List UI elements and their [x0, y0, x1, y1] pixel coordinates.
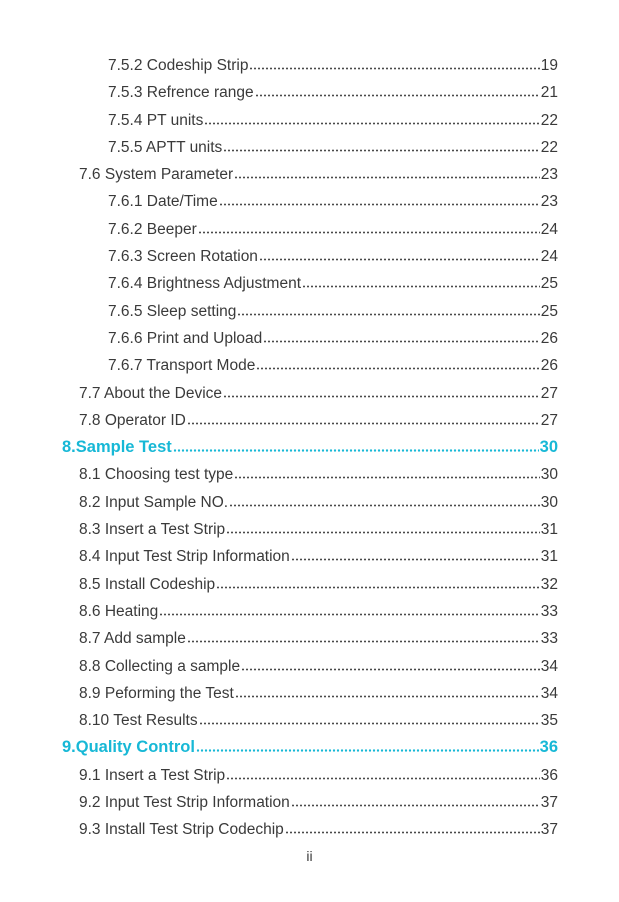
- toc-entry[interactable]: [0, 52, 619, 79]
- toc-entry[interactable]: [0, 188, 619, 215]
- toc-entry[interactable]: [0, 325, 619, 352]
- dot-leader: [226, 770, 540, 780]
- toc-entry-label: 7.6.1 Date/Time: [108, 193, 218, 211]
- dot-leader: [216, 579, 540, 589]
- toc-entry[interactable]: [0, 216, 619, 243]
- toc-entry-label: 8.4 Input Test Strip Information: [79, 548, 290, 566]
- toc-entry-label: 9.Quality Control: [62, 738, 195, 757]
- toc-entry-label: 8.7 Add sample: [79, 630, 186, 648]
- toc-entry[interactable]: [0, 625, 619, 652]
- toc-entry[interactable]: [0, 461, 619, 488]
- toc-entry-label: 7.5.4 PT units: [108, 111, 204, 129]
- toc-entry[interactable]: [0, 653, 619, 680]
- toc-entry-page: 25: [540, 302, 558, 320]
- toc-entry[interactable]: [0, 161, 619, 188]
- toc-entry[interactable]: [0, 707, 619, 734]
- toc-entry-page: 30: [540, 466, 558, 484]
- toc-entry-label: 7.5.3 Refrence range: [108, 84, 254, 102]
- toc-entry[interactable]: [0, 107, 619, 134]
- toc-entry-page: 32: [540, 575, 558, 593]
- dot-leader: [204, 115, 539, 125]
- dot-leader: [235, 688, 540, 698]
- toc-entry-page: 26: [540, 329, 558, 347]
- toc-entry-page: 26: [540, 357, 558, 375]
- toc-entry-label: 7.6 System Parameter: [79, 166, 234, 184]
- dot-leader: [241, 661, 540, 671]
- toc-entry-page: 21: [540, 84, 558, 102]
- toc-entry-page: 35: [540, 712, 558, 730]
- toc-entry-page: 31: [540, 521, 558, 539]
- toc-entry-page: 33: [540, 602, 558, 620]
- toc-entry-page: 22: [540, 111, 558, 129]
- toc-entry-label: 7.6.3 Screen Rotation: [108, 248, 258, 266]
- toc-entry-page: 19: [540, 57, 558, 74]
- toc-entry-page: 22: [540, 138, 558, 156]
- toc-entry[interactable]: [0, 489, 619, 516]
- toc-entry[interactable]: [0, 134, 619, 161]
- dot-leader: [256, 360, 539, 370]
- toc-entry[interactable]: [0, 270, 619, 297]
- toc-entry[interactable]: [0, 352, 619, 379]
- dot-leader: [187, 415, 540, 425]
- toc-entry-label: 8.2 Input Sample NO.: [79, 493, 229, 511]
- toc-entry[interactable]: [0, 543, 619, 570]
- dot-leader: [302, 278, 540, 288]
- dot-leader: [255, 87, 540, 97]
- dot-leader: [229, 497, 540, 507]
- toc-entry-page: 34: [540, 684, 558, 702]
- dot-leader: [263, 333, 540, 343]
- toc-entry-page: 25: [540, 275, 558, 293]
- toc-entry-label: 7.6.5 Sleep setting: [108, 302, 237, 320]
- dot-leader: [198, 224, 540, 234]
- toc-entry[interactable]: [0, 571, 619, 598]
- dot-leader: [285, 824, 540, 834]
- toc-entry[interactable]: [0, 298, 619, 325]
- toc-entry-label: 8.1 Choosing test type: [79, 466, 234, 484]
- toc-entry[interactable]: [0, 516, 619, 543]
- toc-entry-page: 33: [540, 630, 558, 648]
- dot-leader: [226, 524, 540, 534]
- toc-entry-label: 7.6.7 Transport Mode: [108, 357, 256, 375]
- toc-entry-label: 7.5.5 APTT units: [108, 138, 223, 156]
- toc-entry-label: 8.10 Test Results: [79, 712, 198, 730]
- toc-entry-label: 8.Sample Test: [62, 438, 172, 457]
- dot-leader: [173, 442, 539, 452]
- toc-entry-label: 9.1 Insert a Test Strip: [79, 766, 226, 784]
- toc-entry-page: 37: [540, 794, 558, 812]
- dot-leader: [259, 251, 540, 261]
- toc-entry-label: 7.6.2 Beeper: [108, 220, 197, 238]
- toc-entry[interactable]: [0, 816, 619, 843]
- toc-entry-label: 9.2 Input Test Strip Information: [79, 794, 290, 812]
- dot-leader: [223, 142, 539, 152]
- toc-entry-page: 23: [540, 166, 558, 184]
- dot-leader: [187, 633, 540, 643]
- toc-entry-page: 23: [540, 193, 558, 211]
- toc-entry[interactable]: [0, 789, 619, 816]
- dot-leader: [234, 169, 540, 179]
- toc-entry-label: 7.7 About the Device: [79, 384, 223, 402]
- table-of-contents: [0, 52, 619, 844]
- toc-entry-page: 31: [540, 548, 558, 566]
- toc-entry-label: 8.8 Collecting a sample: [79, 657, 241, 675]
- toc-entry[interactable]: [0, 380, 619, 407]
- dot-leader: [196, 742, 539, 752]
- toc-entry-page: 24: [540, 220, 558, 238]
- dot-leader: [291, 797, 540, 807]
- toc-entry[interactable]: [0, 243, 619, 270]
- toc-entry-page: 27: [540, 384, 558, 402]
- toc-entry-label: 7.8 Operator ID: [79, 411, 186, 429]
- toc-entry-label: 8.9 Peforming the Test: [79, 684, 234, 702]
- toc-entry-label: 7.6.6 Print and Upload: [108, 329, 263, 347]
- toc-entry[interactable]: [0, 407, 619, 434]
- dot-leader: [199, 715, 540, 725]
- toc-entry-page: 24: [540, 248, 558, 266]
- toc-entry-label: 8.3 Insert a Test Strip: [79, 521, 226, 539]
- toc-entry-page: 36: [539, 738, 558, 757]
- dot-leader: [234, 469, 540, 479]
- toc-entry-page: 34: [540, 657, 558, 675]
- toc-entry[interactable]: [0, 79, 619, 106]
- dot-leader: [249, 60, 539, 70]
- dot-leader: [159, 606, 539, 616]
- toc-entry-page: 37: [540, 821, 558, 839]
- toc-entry-page: 30: [539, 438, 558, 457]
- toc-entry-page: 27: [540, 411, 558, 429]
- toc-entry[interactable]: [0, 680, 619, 707]
- toc-entry-label: 7.6.4 Brightness Adjustment: [108, 275, 302, 293]
- dot-leader: [219, 196, 540, 206]
- toc-entry-label: 9.3 Install Test Strip Codechip: [79, 821, 284, 839]
- dot-leader: [237, 306, 539, 316]
- toc-chapter-entry[interactable]: [0, 434, 619, 461]
- toc-entry[interactable]: [0, 598, 619, 625]
- toc-entry-label: 8.5 Install Codeship: [79, 575, 216, 593]
- toc-entry-page: 30: [540, 493, 558, 511]
- toc-entry-label: 8.6 Heating: [79, 602, 159, 620]
- toc-entry-page: 36: [540, 766, 558, 784]
- toc-entry[interactable]: [0, 762, 619, 789]
- dot-leader: [291, 551, 540, 561]
- page-number: ii: [306, 848, 313, 864]
- toc-chapter-entry[interactable]: [0, 734, 619, 761]
- toc-entry-label: 7.5.2 Codeship Strip: [108, 57, 249, 74]
- dot-leader: [223, 388, 540, 398]
